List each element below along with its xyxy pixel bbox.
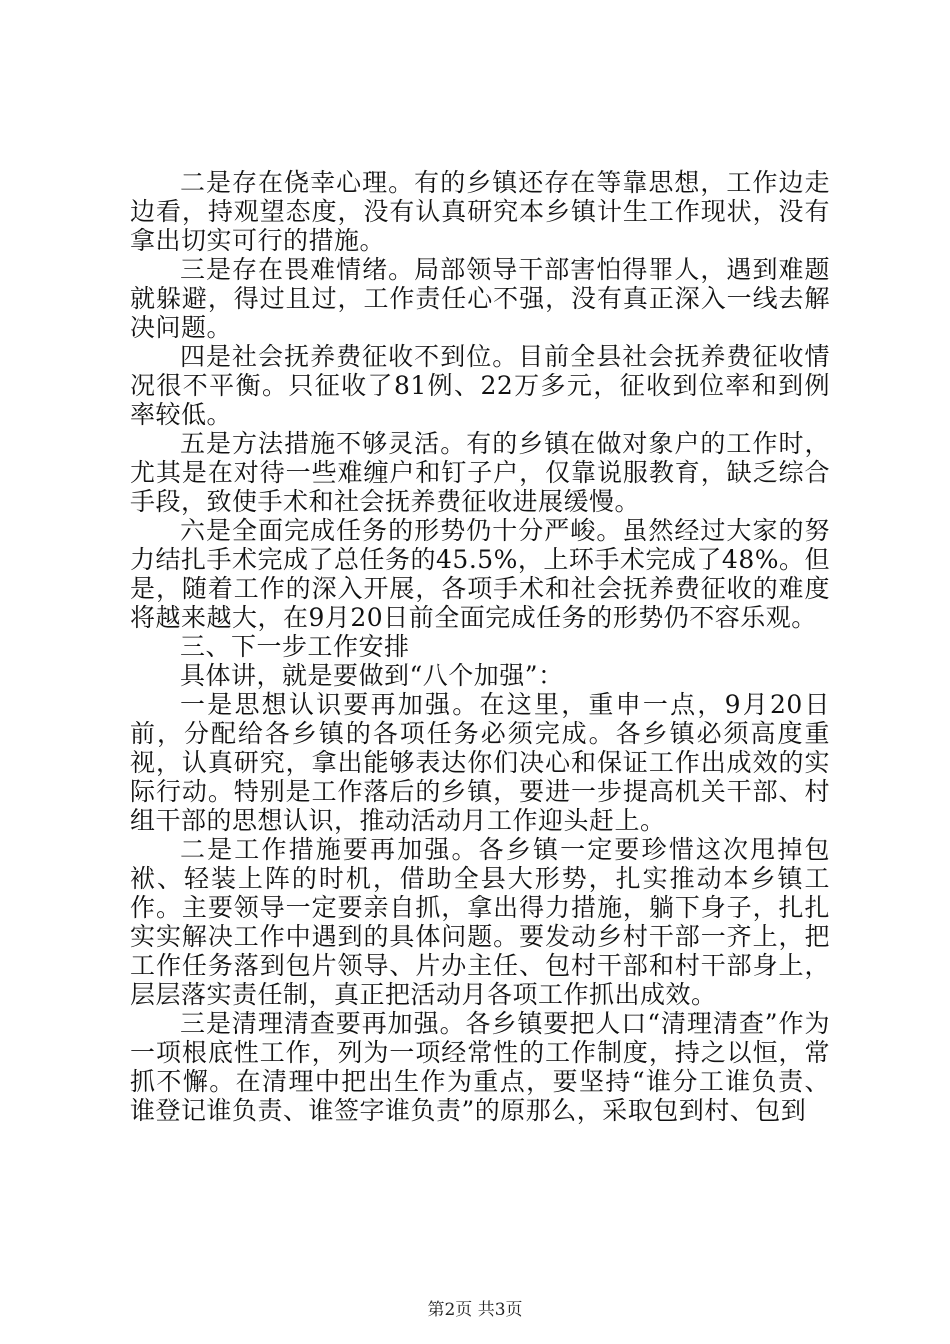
document-body [130,168,830,1125]
paragraph-7: 二是工作措施要再加强。各乡镇一定要珍惜这次甩掉包袱、轻装上阵的时机，借助全县大形势，扎实推动本乡镇工作。主要领导一定要亲自抓，拿出得力措施，躺下身子，扎扎实实解决工作中遇到的具体问题。要发动乡村干部一齐上，把工作任务落到包片领导、片办主任、包村干部和村干部身上，层层落实责任制，真正把活动月各项工作抓出成效。 [130,835,830,1009]
paragraph-6: 一是思想认识要再加强。在这里，重申一点，9月20日前，分配给各乡镇的各项任务必须完成。各乡镇必须高度重视，认真研究，拿出能够表达你们决心和保证工作出成效的实际行动。特别是工作落后的乡镇，要进一步提高机关干部、村组干部的思想认识，推动活动月工作迎头赶上。 [130,690,830,835]
page-footer: 第2页 共3页 [427,1300,523,1320]
paragraph-2: 三是存在畏难情绪。局部领导干部害怕得罪人，遇到难题就躲避，得过且过，工作责任心不强，没有真正深入一线去解决问题。 [130,255,830,342]
paragraph-4: 五是方法措施不够灵活。有的乡镇在做对象户的工作时，尤其是在对待一些难缠户和钉子户，仅靠说服教育，缺乏综合手段，致使手术和社会抚养费征收进展缓慢。 [130,429,830,516]
paragraph-5: 六是全面完成任务的形势仍十分严峻。虽然经过大家的努力结扎手术完成了总任务的45.5%，上环手术完成了48%。但是，随着工作的深入开展，各项手术和社会抚养费征收的难度将越来越大，在9月20日前全面完成任务的形势仍不容乐观。 [130,516,830,632]
section-heading: 三、下一步工作安排 [180,632,410,661]
paragraph-intro: 具体讲，就是要做到“八个加强”： [180,661,564,690]
paragraph-1: 二是存在侥幸心理。有的乡镇还存在等靠思想，工作边走边看，持观望态度，没有认真研究本乡镇计生工作现状，没有拿出切实可行的措施。 [130,168,830,255]
paragraph-8: 三是清理清查要再加强。各乡镇要把人口“清理清查”作为一项根底性工作，列为一项经常性的工作制度，持之以恒，常抓不懈。在清理中把出生作为重点，要坚持“谁分工谁负责、谁登记谁负责、谁签字谁负责”的原那么，采取包到村、包到 [130,1009,830,1125]
paragraph-3: 四是社会抚养费征收不到位。目前全县社会抚养费征收情况很不平衡。只征收了81例、22万多元，征收到位率和到例率较低。 [130,342,830,429]
